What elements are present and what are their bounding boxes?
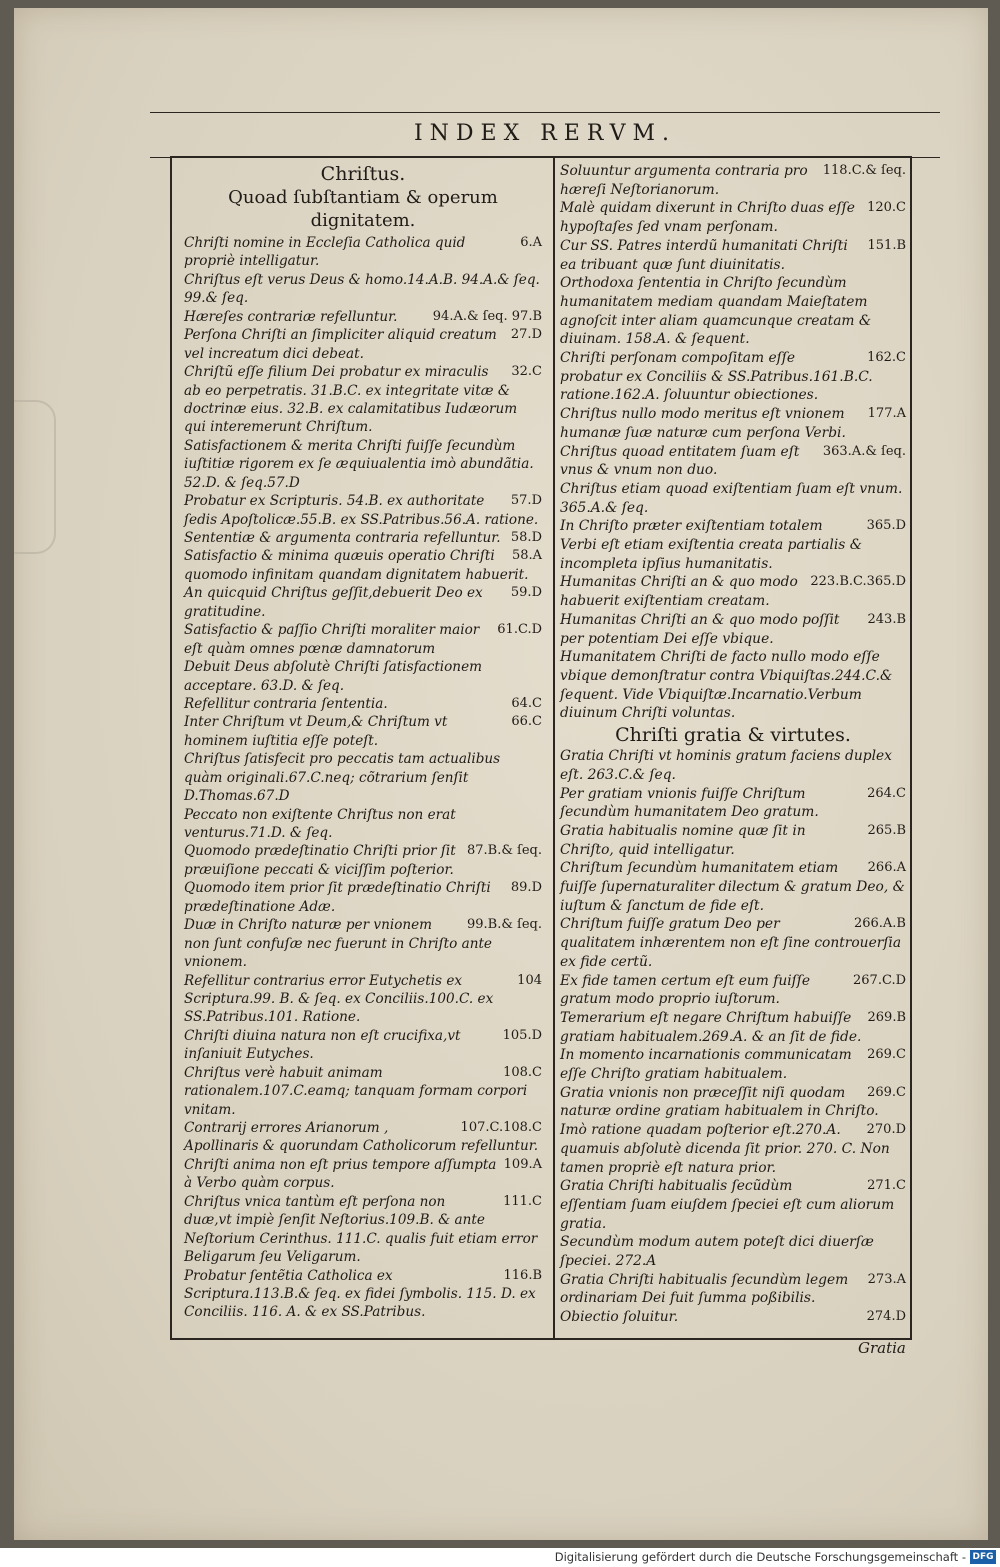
index-entry <box>560 822 906 859</box>
index-entry <box>560 1233 906 1270</box>
index-entry <box>560 747 906 784</box>
entry-text: Chriſti nomine in Eccleſia Catholica quid propriè intelligatur. <box>184 235 466 270</box>
entry-text: In momento incarnationis communicatam eſſe Chriſto gratiam habitualem. <box>560 1047 852 1083</box>
index-entry <box>560 611 906 648</box>
index-entry <box>560 274 906 349</box>
entry-text: Ex fide tamen certum eſt eum fuiſſe gratum modo proprio iuſtorum. <box>560 972 811 1008</box>
entry-text: Malè quidam dixerunt in Chriſto duas eſſe hypoſtaſes ſed vnam perſonam. <box>560 200 855 236</box>
index-entry <box>560 1308 906 1327</box>
entry-reference: 111.C <box>503 1193 542 1209</box>
entry-reference: 61.C.D <box>497 622 542 638</box>
entry-reference: 107.C.108.C <box>460 1120 542 1135</box>
right-entry-list-a <box>560 162 906 723</box>
entry-text: Chriſtus etiam quoad exiſtentiam ſuam eſt vnum. 365.A.& ſeq. <box>560 480 903 516</box>
index-entry <box>184 584 542 621</box>
index-entry <box>184 750 542 805</box>
entry-text: Quomodo item prior ſit prædeſtinatio Chriſti prædeſtinatione Adæ. <box>184 880 491 915</box>
index-entry <box>560 648 906 723</box>
entry-text: Chriſtum fuiſſe gratum Deo per qualitatem inhærentem non eſt ſine controuerſia ex fide certũ. <box>560 916 902 970</box>
column-divider <box>553 156 555 1340</box>
entry-text: An quicquid Chriſtus geſſit,debuerit Deo ex gratitudine. <box>184 585 483 620</box>
entry-text: Humanitatem Chriſti de facto nullo modo eſſe vbique demonſtratur contra Vbiquiſtas.244.C.& ſequent. Vide Vbiquiſtæ.Incarnatio.Verbum diuinum Chriſti voluntas. <box>560 649 893 722</box>
index-entry <box>184 806 542 843</box>
entry-reference: 118.C.& ſeq. <box>822 163 906 178</box>
index-entry <box>184 492 542 529</box>
dfg-logo: DFG <box>970 1550 996 1564</box>
index-entry <box>560 1009 906 1046</box>
entry-reference: 94.A.& ſeq. 97.B <box>432 308 542 324</box>
index-entry <box>560 785 906 822</box>
right-entry-list-b <box>560 747 906 1327</box>
index-entry <box>560 1177 906 1233</box>
entry-reference: 269.B <box>867 1009 906 1025</box>
entry-reference: 99.B.& ſeq. <box>466 917 542 933</box>
entry-text: Secundùm modum autem poteſt dici diuerſæ ſpeciei. 272.A <box>560 1234 874 1270</box>
entry-text: Sententiæ & argumenta contraria refelluntur. <box>184 530 501 546</box>
entry-text: Perſona Chriſti an ſimpliciter aliquid creatum vel increatum dici debeat. <box>184 327 497 362</box>
entry-text: Chriſti perſonam compoſitam eſſe probatur ex Conciliis & SS.Patribus.161.B.C. ratione.162.A. ſoluuntur obiectiones. <box>560 350 873 404</box>
entry-reference: 267.C.D <box>853 972 906 988</box>
index-entry <box>560 480 906 517</box>
footer-credit: Digitalisierung gefördert durch die Deutsche Forschungsgemeinschaft - <box>554 1550 966 1564</box>
entry-text: Chriſtus quoad entitatem ſuam eſt vnus & vnum non duo. <box>560 443 800 479</box>
entry-text: Refellitur contrarius error Eutychetis ex Scriptura.99. B. & ſeq. ex Conciliis.100.C. ex SS.Patribus.101. Ratione. <box>184 972 494 1026</box>
index-entry <box>184 879 542 916</box>
entry-text: Chriſtus verè habuit animam rationalem.107.C.eamq; tanquam formam corpori vnitam. <box>184 1064 528 1118</box>
entry-reference: 273.A <box>867 1271 906 1287</box>
entry-reference: 58.A <box>511 548 542 564</box>
entry-reference: 105.D <box>502 1027 542 1043</box>
entry-text: Chriſti diuina natura non eſt crucifixa,vt inſaniuit Eutyches. <box>184 1027 461 1063</box>
entry-reference: 265.B <box>867 822 906 838</box>
entry-text: Per gratiam vnionis fuiſſe Chriſtum ſecundùm humanitatem Deo gratum. <box>560 785 819 821</box>
entry-reference: 120.C <box>867 200 906 216</box>
entry-text: Cur SS. Patres interdũ humanitati Chriſti ea tribuant quæ ſunt diuinitatis. <box>560 237 848 273</box>
index-entry <box>560 443 906 480</box>
entry-reference: 266.A.B <box>853 916 906 932</box>
entry-reference: 89.D <box>510 880 542 896</box>
index-entry <box>560 199 906 236</box>
index-entry <box>184 1064 542 1119</box>
entry-reference: 58.D <box>510 530 542 545</box>
entry-text: Gratia Chriſti habitualis ſecundùm legem ordinariam Dei fuit ſumma poßibilis. <box>560 1271 849 1307</box>
entry-reference: 104 <box>517 972 542 988</box>
entry-text: Imò ratione quadam poſterior eſt.270.A. quamuis abſolutè dicenda ſit prior. 270. C. Non tamen propriè eſt natura prior. <box>560 1122 890 1176</box>
index-entry <box>184 271 542 308</box>
index-entry <box>184 621 542 658</box>
index-entry <box>560 237 906 274</box>
index-entry <box>184 1027 542 1064</box>
entry-text: Chriſtum ſecundùm humanitatem etiam fuiſſe ſupernaturaliter dilectum & gratum Deo, & iuſtum & ſanctum de fide eſt. <box>560 860 905 914</box>
left-column <box>184 162 542 1322</box>
index-entry <box>560 1121 906 1177</box>
entry-reference: 363.A.& ſeq. <box>822 443 906 459</box>
entry-text: Temerarium eſt negare Chriſtum habuiſſe gratiam habitualem.269.A. & an ſit de fide. <box>560 1009 862 1045</box>
entry-text: Duæ in Chriſto naturæ per vnionem non ſunt confuſæ nec fuerunt in Chriſto ante vnionem. <box>184 917 492 971</box>
entry-text: Gratia habitualis nomine quæ ſit in Chriſto, quid intelligatur. <box>560 822 806 858</box>
entry-reference: 274.D <box>866 1309 906 1325</box>
entry-text: Obiectio ſoluitur. <box>560 1309 679 1326</box>
page-edge-mark <box>14 400 56 554</box>
entry-reference: 243.B <box>867 611 906 627</box>
entry-text: Quomodo prædeſtinatio Chriſti prior ſit præuiſione peccati & viciſſim poſterior. <box>184 843 456 878</box>
section-subheading-substance: Quoad ſubſtantiam & operum dignitatem. <box>228 187 498 231</box>
entry-text: Satisfactionem & merita Chriſti fuiſſe ſecundùm iuſtitiæ rigorem ex ſe æquiualentia imò abundãtia. 52.D. & ſeq.57.D <box>184 437 534 491</box>
page-title: INDEX RERVM. <box>413 121 677 146</box>
entry-reference: 162.C <box>867 350 906 366</box>
entry-reference: 57.D <box>510 493 542 509</box>
catchword: Gratia <box>858 1339 906 1357</box>
index-entry <box>560 349 906 405</box>
index-entry <box>184 972 542 1027</box>
entry-text: Satisfactio & minima quæuis operatio Chriſti quomodo infinitam quandam dignitatem habuerit. <box>184 548 529 583</box>
entry-reference: 27.D <box>510 327 542 343</box>
index-entry <box>560 517 906 573</box>
index-entry <box>560 915 906 971</box>
entry-reference: 264.C <box>867 785 906 801</box>
entry-reference: 6.A <box>520 235 542 250</box>
entry-reference: 266.A <box>867 860 906 876</box>
index-entry <box>184 1156 542 1193</box>
entry-text: Gratia Chriſti vt hominis gratum faciens duplex eſt. 263.C.& ſeq. <box>560 748 892 783</box>
entry-text: Probatur ſentẽtia Catholica ex Scriptura.113.B.& ſeq. ex fidei ſymbolis. 115. D. ex Conciliis. 116. A. & ex SS.Patribus. <box>184 1267 536 1321</box>
entry-text: Hæreſes contrariæ refelluntur. <box>184 308 398 325</box>
index-entry <box>184 437 542 492</box>
entry-text: Chriſtũ eſſe filium Dei probatur ex miraculis ab eo perpetratis. 31.B.C. ex integritate vitæ & doctrinæ eius. 32.B. ex calamitatibus Iudæorum qui interemerunt Chriſtum. <box>184 364 518 436</box>
entry-text: Probatur ex Scripturis. 54.B. ex authoritate ſedis Apoſtolicæ.55.B. ex SS.Patribus.56.A. ratione. <box>184 493 539 528</box>
index-entry <box>184 363 542 437</box>
index-entry <box>560 1271 906 1308</box>
entry-text: Humanitas Chriſti an & quo modo poſſit per potentiam Dei eſſe vbique. <box>560 611 840 647</box>
index-entry <box>560 972 906 1009</box>
index-entry <box>184 234 542 271</box>
entry-text: Chriſti anima non eſt prius tempore aſſumpta à Verbo quàm corpus. <box>184 1156 497 1192</box>
entry-reference: 269.C <box>867 1047 906 1063</box>
entry-text: Peccato non exiſtente Chriſtus non erat venturus.71.D. & ſeq. <box>184 806 456 841</box>
index-entry <box>560 859 906 915</box>
index-entry <box>560 162 906 199</box>
index-entry <box>184 695 542 713</box>
entry-text: Gratia Chriſti habitualis ſecũdùm eſſentiam ſuam eiuſdem ſpeciei eſt cum aliorum gratia. <box>560 1178 895 1232</box>
entry-reference: 269.C <box>867 1084 906 1100</box>
entry-text: Orthodoxa ſententia in Chriſto ſecundùm humanitatem mediam quandam Maieſtatem agnoſcit inter aliam quamcunque creatam & diuinam. 158.A. & ſequent. <box>560 275 872 348</box>
index-entry <box>184 308 542 326</box>
entry-text: Contrarij errores Arianorum , Apollinaris & quorundam Catholicorum refelluntur. <box>184 1120 539 1155</box>
index-entry <box>184 547 542 584</box>
entry-text: Chriſtus eſt verus Deus & homo.14.A.B. 94.A.& ſeq. 99.& ſeq. <box>184 271 540 307</box>
entry-reference: 271.C <box>867 1178 906 1194</box>
entry-reference: 223.B.C.365.D <box>810 574 906 590</box>
index-entry <box>184 1119 542 1156</box>
entry-text: Satisfactio & paſſio Chriſti moraliter maior eſt quàm omnes pœnæ damnatorum <box>184 622 480 657</box>
right-column <box>560 162 906 1327</box>
entry-text: Refellitur contraria ſententia. <box>184 695 388 712</box>
index-entry <box>560 573 906 610</box>
entry-reference: 365.D <box>866 518 906 534</box>
index-entry <box>560 1046 906 1083</box>
entry-reference: 177.A <box>867 406 906 422</box>
index-entry <box>184 529 542 547</box>
entry-reference: 66.C <box>511 714 542 730</box>
entry-reference: 108.C <box>503 1064 542 1080</box>
entry-text: Inter Chriſtum vt Deum,& Chriſtum vt hominem iuſtitia eſſe poteſt. <box>184 714 448 749</box>
left-entry-list <box>184 234 542 1322</box>
footer-bar <box>0 1548 1000 1567</box>
entry-reference: 59.D <box>510 585 542 601</box>
index-entry <box>184 1267 542 1322</box>
index-entry <box>184 1193 542 1267</box>
entry-text: Chriſtus ſatisfecit pro peccatis tam actualibus quàm originali.67.C.neq; cõtrarium ſenſit D.Thomas.67.D <box>184 751 501 805</box>
index-entry <box>184 842 542 879</box>
index-entry <box>560 1084 906 1121</box>
entry-text: In Chriſto præter exiſtentiam totalem Verbi eſt etiam exiſtentia creata partialis & incompleta ipſius humanitatis. <box>560 518 863 572</box>
entry-text: Chriſtus nullo modo meritus eſt vnionem humanæ ſuæ naturæ cum perſona Verbi. <box>560 406 846 441</box>
running-header <box>150 112 940 158</box>
entry-text: Debuit Deus abſolutè Chriſti ſatisfactionem acceptare. 63.D. & ſeq. <box>184 659 483 694</box>
entry-reference: 32.C <box>511 364 542 380</box>
entry-reference: 270.D <box>866 1122 906 1138</box>
entry-reference: 64.C <box>511 695 542 711</box>
index-entry <box>184 326 542 363</box>
entry-reference: 151.B <box>867 237 906 253</box>
entry-text: Chriſtus vnica tantùm eſt perſona non duæ,vt impiè ſenſit Neſtorius.109.B. & ante Neſtorium Cerinthus. 111.C. qualis fuit etiam error Beligarum ſeu Veligarum. <box>184 1193 538 1266</box>
entry-reference: 116.B <box>503 1267 542 1283</box>
index-entry <box>560 405 906 442</box>
index-entry <box>184 713 542 750</box>
section-heading-gratia: Chriſti gratia & virtutes. <box>615 724 851 747</box>
entry-text: Soluuntur argumenta contraria pro hæreſi Neſtorianorum. <box>560 163 808 198</box>
entry-reference: 87.B.& ſeq. <box>466 843 542 859</box>
entry-text: Humanitas Chriſti an & quo modo habuerit exiſtentiam creatam. <box>560 574 798 610</box>
section-heading-christus: Chriſtus. <box>320 163 406 185</box>
index-entry <box>184 658 542 695</box>
entry-text: Gratia vnionis non præceſſit niſi quodam naturæ ordine gratiam habitualem in Chriſto. <box>560 1084 879 1120</box>
entry-reference: 109.A <box>503 1156 542 1172</box>
index-entry <box>184 916 542 971</box>
